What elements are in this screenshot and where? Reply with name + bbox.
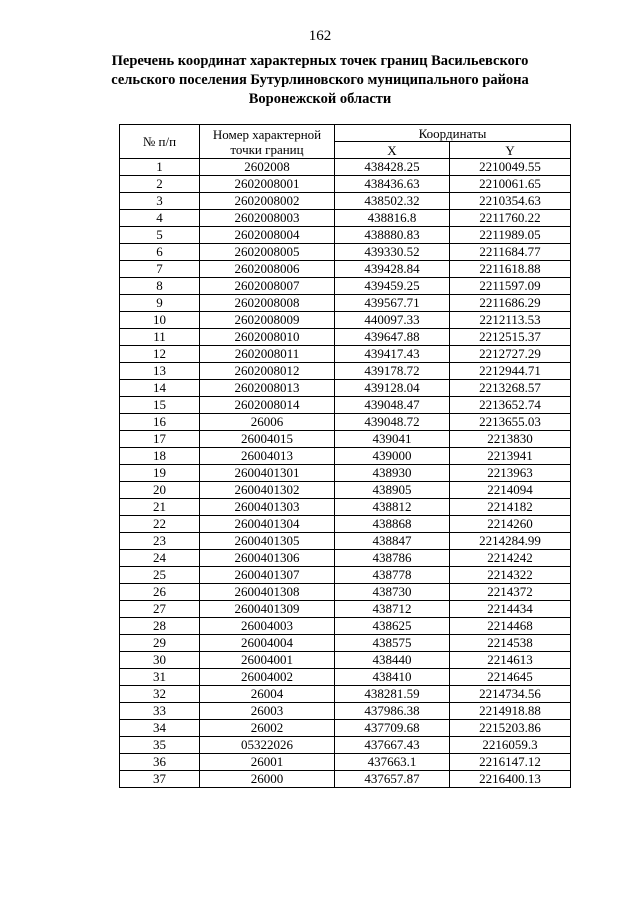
cell-num: 5 xyxy=(120,227,200,244)
cell-y: 2214434 xyxy=(450,601,571,618)
table-row xyxy=(120,499,571,516)
header-x: X xyxy=(335,142,450,159)
cell-y: 2216147.12 xyxy=(450,754,571,771)
cell-point-id: 26004004 xyxy=(200,635,335,652)
cell-num: 28 xyxy=(120,618,200,635)
cell-point-id: 26004003 xyxy=(200,618,335,635)
cell-y: 2214260 xyxy=(450,516,571,533)
cell-point-id: 2602008010 xyxy=(200,329,335,346)
cell-x: 437986.38 xyxy=(335,703,450,720)
cell-x: 438502.32 xyxy=(335,193,450,210)
cell-x: 439178.72 xyxy=(335,363,450,380)
cell-x: 440097.33 xyxy=(335,312,450,329)
table-row xyxy=(120,533,571,550)
cell-y: 2216400.13 xyxy=(450,771,571,788)
table-row xyxy=(120,414,571,431)
cell-y: 2214613 xyxy=(450,652,571,669)
cell-y: 2210049.55 xyxy=(450,159,571,176)
cell-num: 7 xyxy=(120,261,200,278)
table-row xyxy=(120,465,571,482)
table-row xyxy=(120,312,571,329)
cell-x: 438575 xyxy=(335,635,450,652)
cell-x: 438816.8 xyxy=(335,210,450,227)
cell-x: 438847 xyxy=(335,533,450,550)
cell-num: 14 xyxy=(120,380,200,397)
cell-point-id: 26001 xyxy=(200,754,335,771)
cell-x: 439647.88 xyxy=(335,329,450,346)
cell-num: 13 xyxy=(120,363,200,380)
cell-num: 18 xyxy=(120,448,200,465)
cell-x: 439330.52 xyxy=(335,244,450,261)
cell-y: 2213963 xyxy=(450,465,571,482)
title-line: Воронежской области xyxy=(248,91,392,107)
cell-num: 4 xyxy=(120,210,200,227)
table-row xyxy=(120,737,571,754)
cell-num: 9 xyxy=(120,295,200,312)
cell-y: 2215203.86 xyxy=(450,720,571,737)
table-row xyxy=(120,703,571,720)
coordinates-table xyxy=(119,124,571,788)
cell-y: 2211686.29 xyxy=(450,295,571,312)
cell-x: 437663.1 xyxy=(335,754,450,771)
cell-y: 2212727.29 xyxy=(450,346,571,363)
table-row xyxy=(120,635,571,652)
cell-x: 437709.68 xyxy=(335,720,450,737)
cell-x: 438436.63 xyxy=(335,176,450,193)
cell-num: 34 xyxy=(120,720,200,737)
cell-y: 2214918.88 xyxy=(450,703,571,720)
cell-y: 2213941 xyxy=(450,448,571,465)
cell-x: 438905 xyxy=(335,482,450,499)
cell-point-id: 2602008002 xyxy=(200,193,335,210)
cell-num: 23 xyxy=(120,533,200,550)
cell-x: 439048.47 xyxy=(335,397,450,414)
table-row xyxy=(120,278,571,295)
cell-y: 2214538 xyxy=(450,635,571,652)
title-line: сельского поселения Бутурлиновского муниципального района xyxy=(111,72,529,88)
cell-point-id: 2600401306 xyxy=(200,550,335,567)
table-row xyxy=(120,448,571,465)
cell-y: 2211760.22 xyxy=(450,210,571,227)
cell-x: 437657.87 xyxy=(335,771,450,788)
cell-num: 1 xyxy=(120,159,200,176)
cell-num: 12 xyxy=(120,346,200,363)
cell-point-id: 2602008 xyxy=(200,159,335,176)
page-number: 162 xyxy=(308,28,332,44)
table-row xyxy=(120,176,571,193)
header-coordinates: Координаты xyxy=(335,125,571,142)
cell-num: 24 xyxy=(120,550,200,567)
cell-x: 439048.72 xyxy=(335,414,450,431)
table-row xyxy=(120,159,571,176)
cell-y: 2214468 xyxy=(450,618,571,635)
cell-y: 2211684.77 xyxy=(450,244,571,261)
table-row xyxy=(120,720,571,737)
cell-point-id: 2602008005 xyxy=(200,244,335,261)
cell-y: 2214372 xyxy=(450,584,571,601)
cell-point-id: 26002 xyxy=(200,720,335,737)
table-body xyxy=(120,159,571,788)
cell-point-id: 2602008003 xyxy=(200,210,335,227)
table-row xyxy=(120,346,571,363)
table-header xyxy=(120,125,571,159)
cell-x: 438625 xyxy=(335,618,450,635)
table-row xyxy=(120,686,571,703)
cell-x: 439459.25 xyxy=(335,278,450,295)
table-row xyxy=(120,584,571,601)
cell-num: 31 xyxy=(120,669,200,686)
cell-point-id: 2600401308 xyxy=(200,584,335,601)
table-row xyxy=(120,771,571,788)
cell-x: 438880.83 xyxy=(335,227,450,244)
cell-y: 2212515.37 xyxy=(450,329,571,346)
cell-point-id: 2602008007 xyxy=(200,278,335,295)
cell-x: 438428.25 xyxy=(335,159,450,176)
cell-point-id: 26003 xyxy=(200,703,335,720)
table-row xyxy=(120,329,571,346)
cell-point-id: 2602008012 xyxy=(200,363,335,380)
cell-x: 439567.71 xyxy=(335,295,450,312)
cell-y: 2211618.88 xyxy=(450,261,571,278)
table-row xyxy=(120,652,571,669)
table-row xyxy=(120,295,571,312)
cell-point-id: 2600401307 xyxy=(200,567,335,584)
cell-x: 438812 xyxy=(335,499,450,516)
cell-num: 17 xyxy=(120,431,200,448)
cell-point-id: 26004013 xyxy=(200,448,335,465)
cell-y: 2210354.63 xyxy=(450,193,571,210)
title-line: Перечень координат характерных точек границ Васильевского xyxy=(111,53,529,69)
cell-point-id: 26004015 xyxy=(200,431,335,448)
table-row xyxy=(120,261,571,278)
cell-x: 438786 xyxy=(335,550,450,567)
cell-x: 437667.43 xyxy=(335,737,450,754)
cell-num: 19 xyxy=(120,465,200,482)
cell-x: 438410 xyxy=(335,669,450,686)
cell-y: 2214645 xyxy=(450,669,571,686)
cell-y: 2213652.74 xyxy=(450,397,571,414)
cell-y: 2213830 xyxy=(450,431,571,448)
cell-x: 438730 xyxy=(335,584,450,601)
table-row xyxy=(120,669,571,686)
table-row xyxy=(120,244,571,261)
cell-point-id: 26000 xyxy=(200,771,335,788)
cell-point-id: 2600401309 xyxy=(200,601,335,618)
cell-point-id: 2602008013 xyxy=(200,380,335,397)
cell-num: 20 xyxy=(120,482,200,499)
table-row xyxy=(120,482,571,499)
cell-x: 438440 xyxy=(335,652,450,669)
document-title xyxy=(90,52,550,109)
cell-y: 2214284.99 xyxy=(450,533,571,550)
cell-point-id: 2602008009 xyxy=(200,312,335,329)
cell-num: 2 xyxy=(120,176,200,193)
cell-x: 438712 xyxy=(335,601,450,618)
cell-num: 16 xyxy=(120,414,200,431)
cell-point-id: 2602008011 xyxy=(200,346,335,363)
header-y: Y xyxy=(450,142,571,159)
cell-num: 37 xyxy=(120,771,200,788)
cell-y: 2213268.57 xyxy=(450,380,571,397)
table-row xyxy=(120,567,571,584)
cell-point-id: 2602008008 xyxy=(200,295,335,312)
cell-y: 2212113.53 xyxy=(450,312,571,329)
cell-x: 439041 xyxy=(335,431,450,448)
cell-x: 438281.59 xyxy=(335,686,450,703)
cell-point-id: 2602008004 xyxy=(200,227,335,244)
cell-num: 36 xyxy=(120,754,200,771)
cell-num: 15 xyxy=(120,397,200,414)
cell-num: 10 xyxy=(120,312,200,329)
cell-x: 439417.43 xyxy=(335,346,450,363)
cell-num: 21 xyxy=(120,499,200,516)
cell-x: 438930 xyxy=(335,465,450,482)
table-row xyxy=(120,363,571,380)
cell-num: 25 xyxy=(120,567,200,584)
cell-x: 438778 xyxy=(335,567,450,584)
cell-point-id: 2600401302 xyxy=(200,482,335,499)
cell-point-id: 2602008014 xyxy=(200,397,335,414)
table-row xyxy=(120,227,571,244)
table-row xyxy=(120,618,571,635)
table-row xyxy=(120,431,571,448)
cell-y: 2216059.3 xyxy=(450,737,571,754)
cell-y: 2214734.56 xyxy=(450,686,571,703)
cell-point-id: 26006 xyxy=(200,414,335,431)
table-row xyxy=(120,380,571,397)
cell-y: 2210061.65 xyxy=(450,176,571,193)
cell-point-id: 05322026 xyxy=(200,737,335,754)
cell-point-id: 2600401304 xyxy=(200,516,335,533)
cell-num: 29 xyxy=(120,635,200,652)
cell-num: 30 xyxy=(120,652,200,669)
cell-point-id: 26004 xyxy=(200,686,335,703)
cell-point-id: 26004002 xyxy=(200,669,335,686)
cell-num: 8 xyxy=(120,278,200,295)
cell-y: 2211597.09 xyxy=(450,278,571,295)
table-row xyxy=(120,516,571,533)
cell-point-id: 2600401301 xyxy=(200,465,335,482)
cell-num: 33 xyxy=(120,703,200,720)
cell-y: 2214322 xyxy=(450,567,571,584)
cell-y: 2214182 xyxy=(450,499,571,516)
cell-point-id: 26004001 xyxy=(200,652,335,669)
cell-y: 2211989.05 xyxy=(450,227,571,244)
cell-num: 22 xyxy=(120,516,200,533)
table-row xyxy=(120,754,571,771)
cell-point-id: 2600401303 xyxy=(200,499,335,516)
cell-point-id: 2602008006 xyxy=(200,261,335,278)
table-row xyxy=(120,210,571,227)
cell-num: 6 xyxy=(120,244,200,261)
cell-x: 438868 xyxy=(335,516,450,533)
cell-y: 2213655.03 xyxy=(450,414,571,431)
table-row xyxy=(120,193,571,210)
table-row xyxy=(120,397,571,414)
table-row xyxy=(120,601,571,618)
cell-x: 439000 xyxy=(335,448,450,465)
cell-y: 2214242 xyxy=(450,550,571,567)
cell-num: 35 xyxy=(120,737,200,754)
header-point: Номер характерной точки границ xyxy=(200,125,335,159)
cell-num: 11 xyxy=(120,329,200,346)
cell-y: 2214094 xyxy=(450,482,571,499)
table-row xyxy=(120,550,571,567)
cell-num: 3 xyxy=(120,193,200,210)
cell-x: 439128.04 xyxy=(335,380,450,397)
cell-point-id: 2602008001 xyxy=(200,176,335,193)
cell-num: 26 xyxy=(120,584,200,601)
cell-y: 2212944.71 xyxy=(450,363,571,380)
cell-x: 439428.84 xyxy=(335,261,450,278)
cell-num: 32 xyxy=(120,686,200,703)
header-num: № п/п xyxy=(120,125,200,159)
cell-num: 27 xyxy=(120,601,200,618)
cell-point-id: 2600401305 xyxy=(200,533,335,550)
